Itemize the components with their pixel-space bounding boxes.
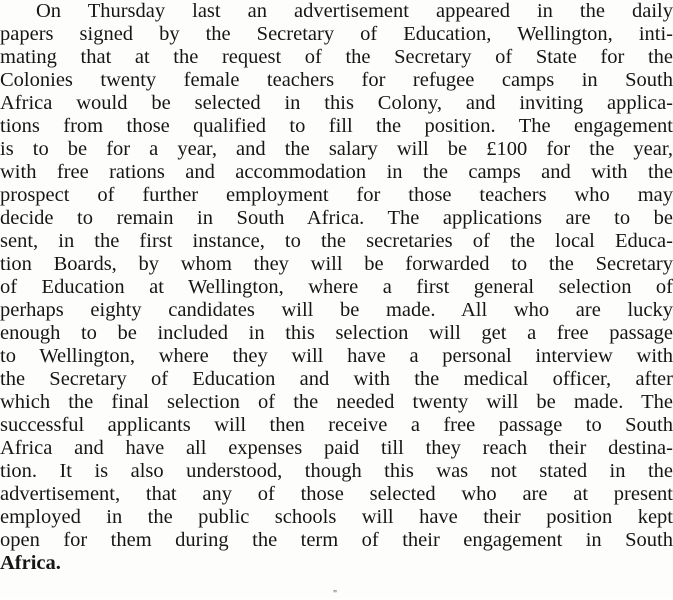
article-line: which the final selection of the needed twenty will be made. The xyxy=(0,391,673,413)
article-line: tions from those qualified to fill the position. The engagement xyxy=(0,115,673,137)
article-line: tion. It is also understood, though this was not stated in the xyxy=(0,460,673,482)
article-line: perhaps eighty candidates will be made. All who are lucky xyxy=(0,299,673,321)
article-line: of Education at Wellington, where a first general selection of xyxy=(0,276,673,298)
article-line: open for them during the term of their engagement in South xyxy=(0,529,673,551)
article-line: tion Boards, by whom they will be forwarded to the Secretary xyxy=(0,253,673,275)
article-line: Colonies twenty female teachers for refugee camps in South xyxy=(0,69,673,91)
article-line: sent, in the first instance, to the secretaries of the local Educa- xyxy=(0,230,673,252)
article-line: to Wellington, where they will have a personal interview with xyxy=(0,345,673,367)
article-line: employed in the public schools will have their position kept xyxy=(0,506,673,528)
article-line: Africa would be selected in this Colony, and inviting applica- xyxy=(0,92,673,114)
article-line: Africa and have all expenses paid till they reach their destina- xyxy=(0,437,673,459)
article-line: prospect of further employment for those teachers who may xyxy=(0,184,673,206)
article-line: is to be for a year, and the salary will be £100 for the year, xyxy=(0,138,673,160)
article-line: papers signed by the Secretary of Education, Wellington, inti- xyxy=(0,23,673,45)
article-line: enough to be included in this selection will get a free passage xyxy=(0,322,673,344)
article-line: advertisement, that any of those selected who are at present xyxy=(0,483,673,505)
article-line: On Thursday last an advertisement appeared in the daily xyxy=(36,0,673,22)
article-line: mating that at the request of the Secretary of State for the xyxy=(0,46,673,68)
article-line-final: Africa. xyxy=(0,552,61,574)
article-line: with free rations and accommodation in the camps and with the xyxy=(0,161,673,183)
article-line: successful applicants will then receive a free passage to South xyxy=(0,414,673,436)
article-line: the Secretary of Education and with the medical officer, after xyxy=(0,368,673,390)
stray-print-mark: " xyxy=(333,589,338,600)
article-line: decide to remain in South Africa. The applications are to be xyxy=(0,207,673,229)
